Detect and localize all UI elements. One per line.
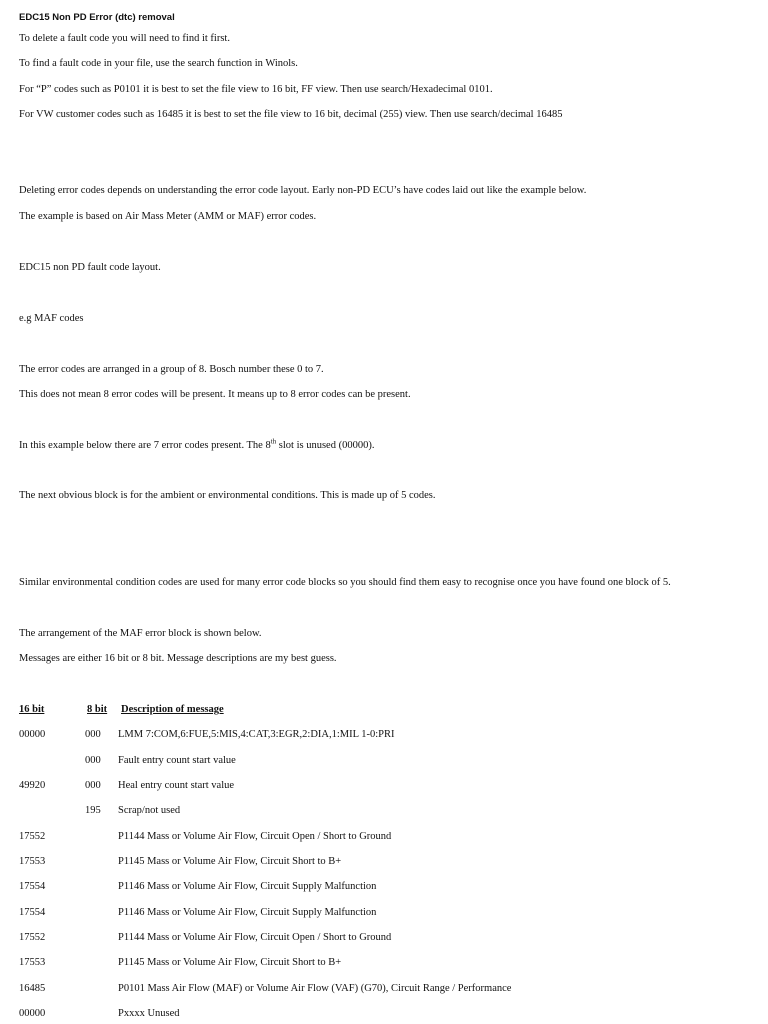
cell-description: P1144 Mass or Volume Air Flow, Circuit Open / Short to Ground <box>118 932 392 943</box>
cell-16bit: 17552 <box>19 831 46 842</box>
cell-description: P1144 Mass or Volume Air Flow, Circuit Open / Short to Ground <box>118 831 392 842</box>
paragraph-error-layout: Deleting error codes depends on understanding the error code layout. Early non-PD ECU’s have codes laid out like the example below. <box>19 185 587 196</box>
cell-16bit: 00000 <box>19 1008 46 1019</box>
paragraph-find-first: To delete a fault code you will need to find it first. <box>19 33 230 44</box>
cell-8bit: 195 <box>85 805 101 816</box>
cell-description: Heal entry count start value <box>118 780 235 791</box>
cell-16bit: 49920 <box>19 780 46 791</box>
cell-description: P1145 Mass or Volume Air Flow, Circuit Short to B+ <box>118 957 342 968</box>
cell-16bit: 16485 <box>19 983 46 994</box>
paragraph-example-basis: The example is based on Air Mass Meter (AMM or MAF) error codes. <box>19 211 317 222</box>
table-header-8bit: 8 bit <box>87 704 108 715</box>
cell-16bit: 17553 <box>19 856 46 867</box>
cell-16bit: 17552 <box>19 932 46 943</box>
paragraph-seven-codes-part1: In this example below there are 7 error codes present. The 8 <box>19 440 271 451</box>
document-heading: EDC15 Non PD Error (dtc) removal <box>19 12 175 23</box>
paragraph-layout-title: EDC15 non PD fault code layout. <box>19 262 161 273</box>
cell-16bit: 17553 <box>19 957 46 968</box>
paragraph-seven-codes-part2: slot is unused (00000). <box>276 440 375 451</box>
paragraph-group-of-8: The error codes are arranged in a group of 8. Bosch number these 0 to 7. <box>19 364 324 375</box>
paragraph-vw-codes: For VW customer codes such as 16485 it is best to set the file view to 16 bit, decimal (255) view. Then use search/decimal 16485 <box>19 109 563 120</box>
paragraph-seven-codes <box>19 439 374 452</box>
cell-description: Fault entry count start value <box>118 755 236 766</box>
cell-description: P0101 Mass Air Flow (MAF) or Volume Air Flow (VAF) (G70), Circuit Range / Performance <box>118 983 512 994</box>
paragraph-similar-codes: Similar environmental condition codes are used for many error code blocks so you should find them easy to recognise once you have found one block of 5. <box>19 577 671 588</box>
table-header-description: Description of message <box>121 704 224 715</box>
cell-description: P1146 Mass or Volume Air Flow, Circuit Supply Malfunction <box>118 881 377 892</box>
table-header-16bit: 16 bit <box>19 704 45 715</box>
cell-8bit: 000 <box>85 755 101 766</box>
cell-description: P1146 Mass or Volume Air Flow, Circuit Supply Malfunction <box>118 907 377 918</box>
cell-16bit: 17554 <box>19 907 46 918</box>
cell-description: P1145 Mass or Volume Air Flow, Circuit Short to B+ <box>118 856 342 867</box>
cell-8bit: 000 <box>85 729 101 740</box>
paragraph-arrangement: The arrangement of the MAF error block is shown below. <box>19 628 262 639</box>
paragraph-maf-codes: e.g MAF codes <box>19 313 84 324</box>
cell-16bit: 17554 <box>19 881 46 892</box>
cell-description: LMM 7:COM,6:FUE,5:MIS,4:CAT,3:EGR,2:DIA,1:MIL 1-0:PRI <box>118 729 395 740</box>
paragraph-up-to-8: This does not mean 8 error codes will be present. It means up to 8 error codes can be present. <box>19 389 411 400</box>
paragraph-environment-block: The next obvious block is for the ambient or environmental conditions. This is made up of 5 codes. <box>19 490 436 501</box>
ordinal-suffix: th <box>270 437 277 446</box>
cell-16bit: 00000 <box>19 729 46 740</box>
paragraph-p-codes: For “P” codes such as P0101 it is best to set the file view to 16 bit, FF view. Then use search/Hexadecimal 0101. <box>19 84 493 95</box>
cell-description: Scrap/not used <box>118 805 181 816</box>
cell-description: Pxxxx Unused <box>118 1008 180 1019</box>
cell-8bit: 000 <box>85 780 101 791</box>
paragraph-search-winols: To find a fault code in your file, use the search function in Winols. <box>19 58 298 69</box>
paragraph-message-sizes: Messages are either 16 bit or 8 bit. Message descriptions are my best guess. <box>19 653 337 664</box>
